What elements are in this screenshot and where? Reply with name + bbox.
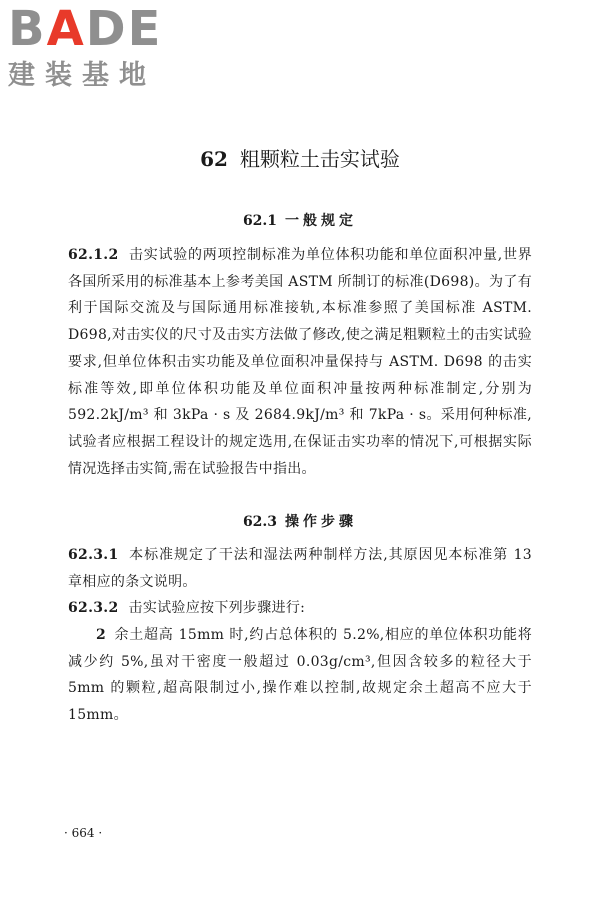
- chapter-title: [0, 145, 600, 173]
- clause-62-3-2: [68, 595, 532, 622]
- clause-number: 62.3.1: [68, 547, 119, 563]
- logo-watermark: [8, 1, 180, 92]
- chapter-number: 62: [200, 147, 228, 171]
- section-title: 一般规定: [285, 213, 358, 229]
- clause-62-3-1: [68, 542, 532, 595]
- item-number: 2: [96, 627, 107, 643]
- clause-number: 62.1.2: [68, 247, 119, 263]
- section-number: 62.1: [242, 213, 278, 229]
- logo-text-en: BADE: [8, 1, 163, 57]
- clause-text: 击实试验的两项控制标准为单位体积功能和单位面积冲量,世界各国所采用的标准基本上参考美国 ASTM 所制订的标准(D698)。为了有利于国际交流及与国际通用标准接轨,本标准参照了美国标准 ASTM. D698,对击实仪的尺寸及击实方法做了修改,使之满足粗颗粒土的击实试验要求,但单位体积击实功能及单位面积冲量保持与 ASTM. D698 的击实标准等效,即单位体积功能及单位面积冲量按两种标准制定,分别为 592.2kJ/m³ 和 3kPa · s 及 2684.9kJ/m³ 和 7kPa · s。采用何种标准,试验者应根据工程设计的规定选用,在保证击实功率的情况下,可根据实际情况选择击实简,需在试验报告中指出。: [68, 247, 532, 477]
- clause-text: 击实试验应按下列步骤进行:: [128, 600, 306, 616]
- logo-accent-letter: A: [46, 1, 86, 57]
- page-number: · 664 ·: [64, 826, 103, 840]
- clause-text: 本标准规定了干法和湿法两种制样方法,其原因见本标准第 13 章相应的条文说明。: [68, 547, 532, 590]
- chapter-title-text: 粗颗粒土击实试验: [239, 147, 400, 171]
- section-title: 操作步骤: [285, 514, 358, 530]
- section-heading-general: [0, 211, 600, 231]
- logo-text-cn: 建装基地: [8, 60, 156, 91]
- item-text: 余土超高 15mm 时,约占总体积的 5.2%,相应的单位体积功能将减少约 5%,虽对干密度一般超过 0.03g/cm³,但因含较多的粒径大于 5mm 的颗粒,超高限制过小,操作难以控制,故规定余土超高不应大于 15mm。: [68, 627, 532, 724]
- section-heading-procedure: [0, 512, 600, 532]
- section-number: 62.3: [242, 514, 278, 530]
- clause-62-1-2: [68, 242, 532, 482]
- clause-number: 62.3.2: [68, 600, 119, 616]
- clause-item-2: [68, 622, 532, 729]
